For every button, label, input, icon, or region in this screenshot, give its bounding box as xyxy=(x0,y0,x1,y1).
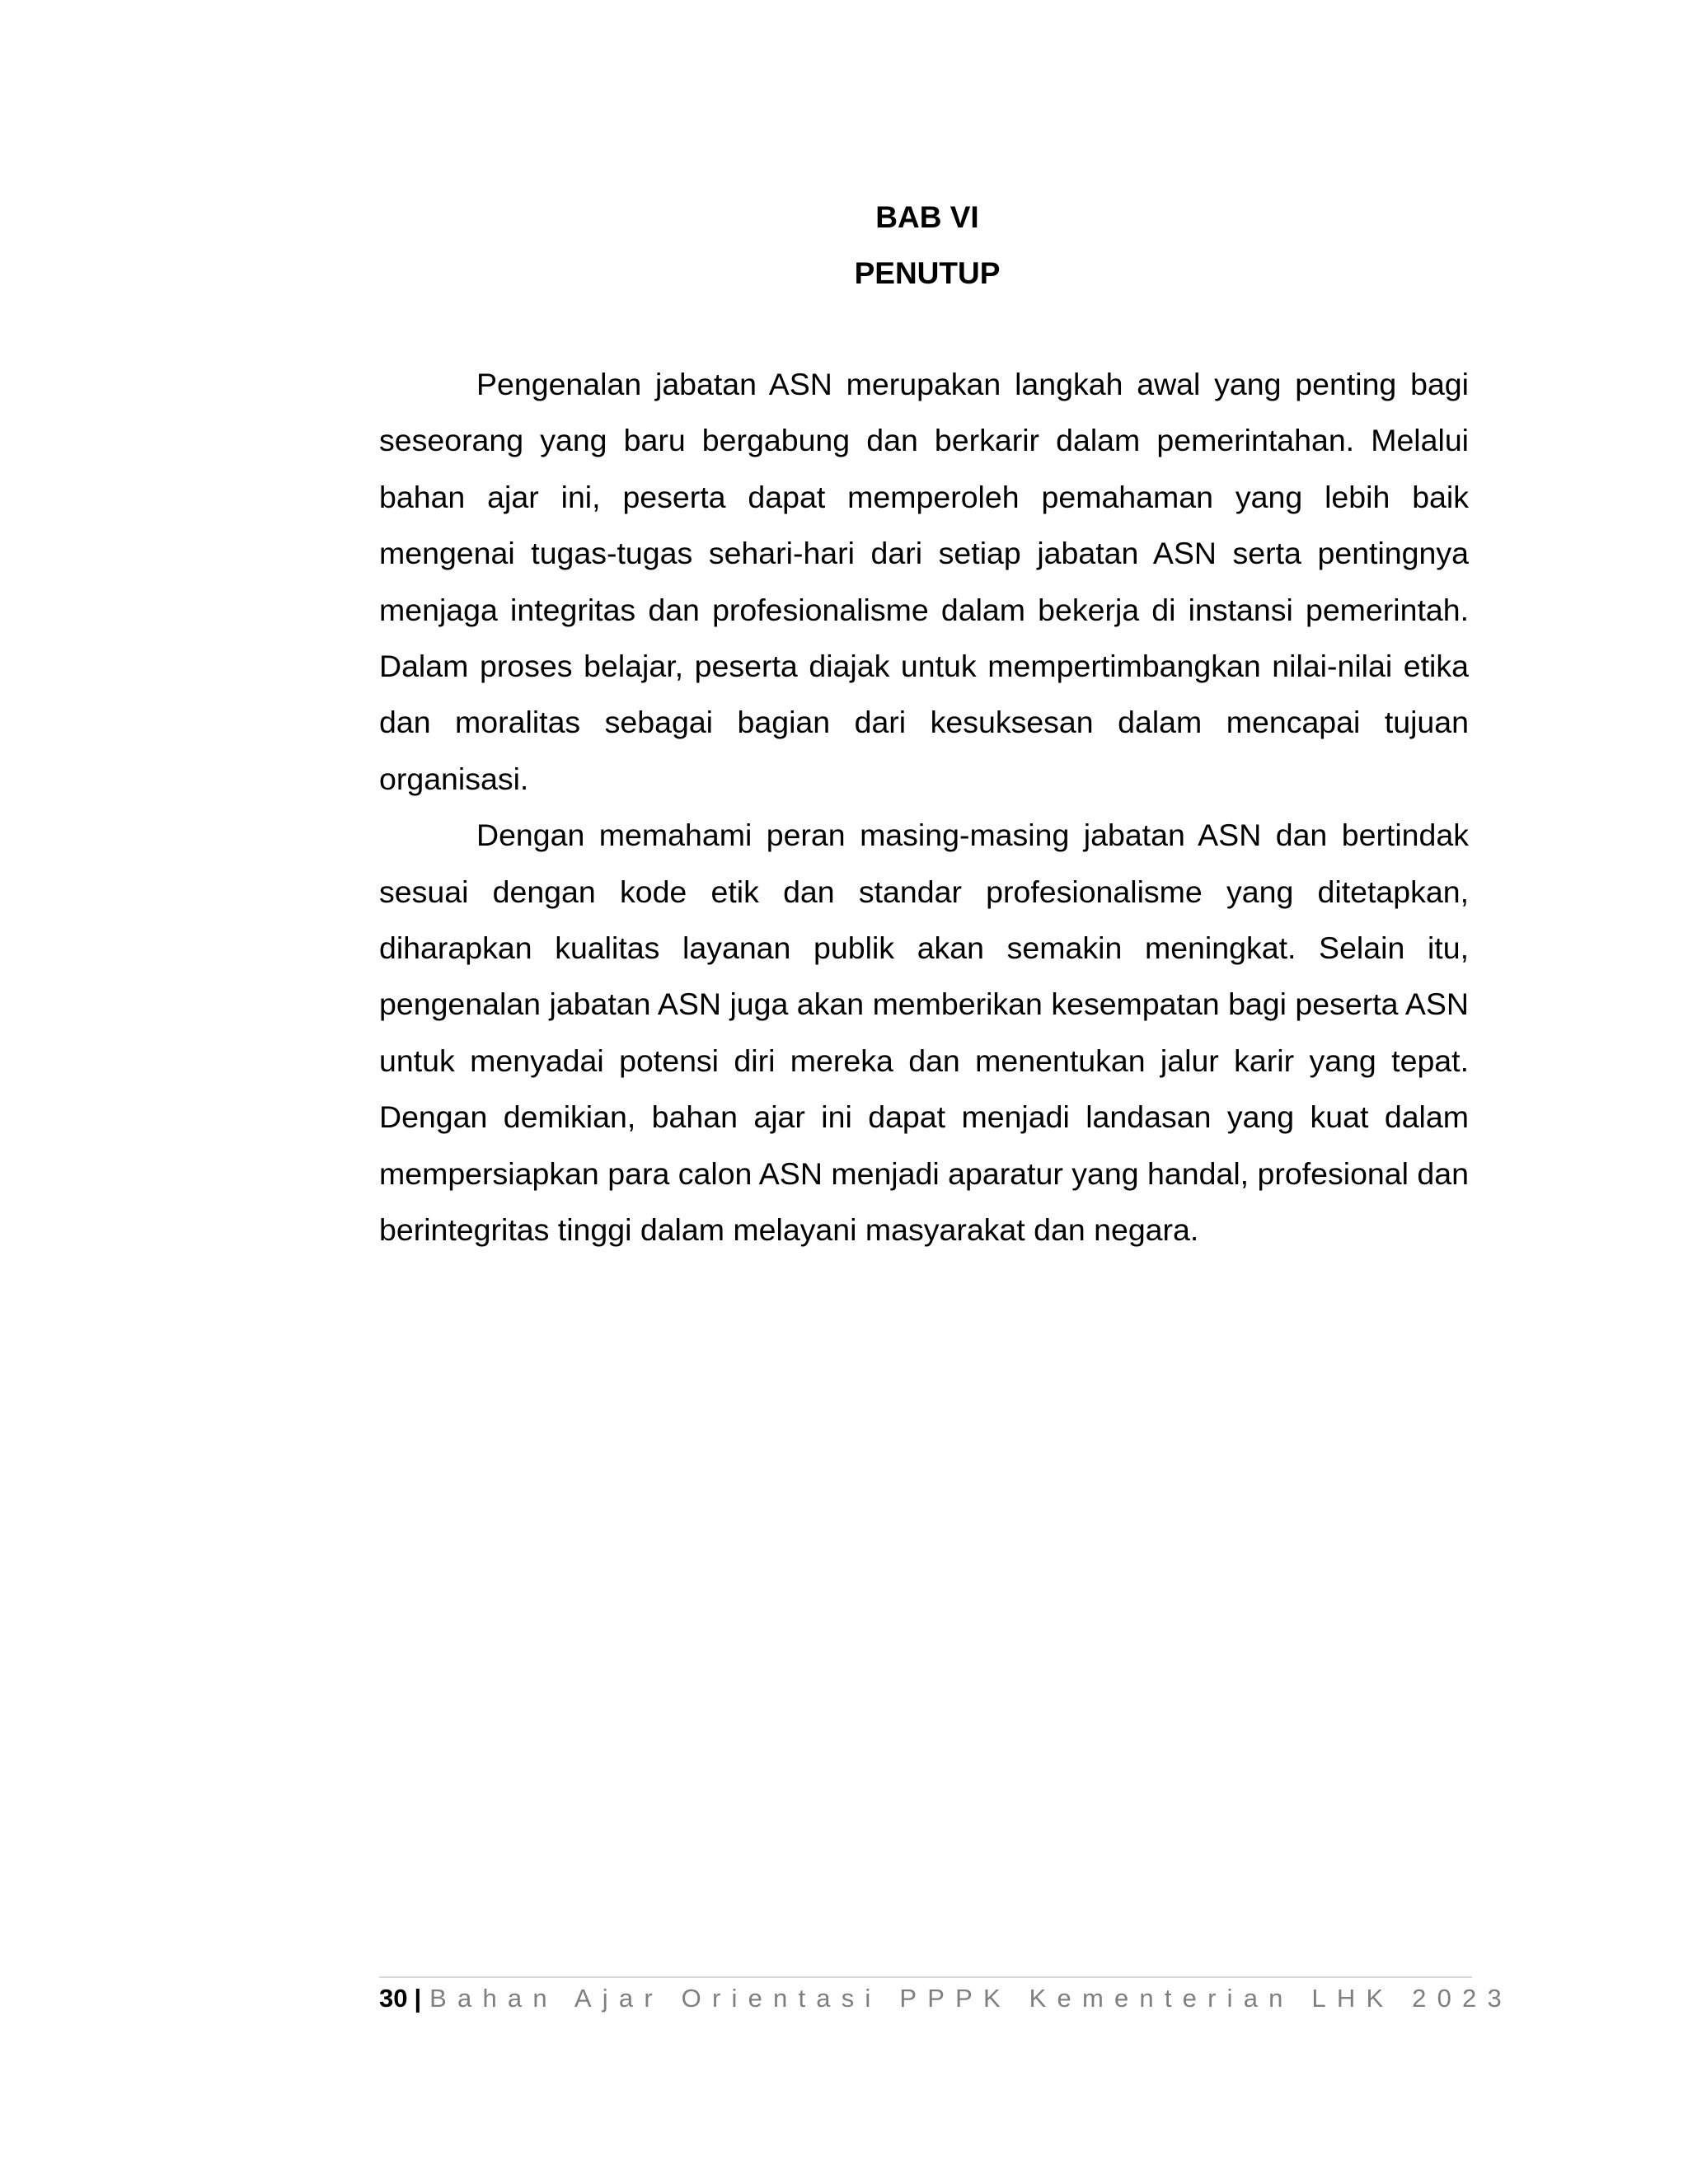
page-footer xyxy=(379,1980,1512,2017)
chapter-title: PENUTUP xyxy=(854,256,1001,290)
footer-title: Bahan Ajar Orientasi PPPK Kementerian LHK 2023 xyxy=(429,1984,1512,2013)
page-number: 30 xyxy=(379,1984,408,2013)
footer-separator: | xyxy=(414,1984,422,2013)
chapter-heading: BAB VI xyxy=(875,200,979,234)
paragraph-2: Dengan memahami peran masing-masing jabatan ASN dan bertindak sesuai dengan kode etik dan standar profesionalisme yang ditetapkan, diharapkan kualitas layanan publik akan semakin meningkat. Selain itu, pengenalan jabatan ASN juga akan memberikan kesempatan bagi peserta ASN untuk menyadai potensi diri mereka dan menentukan jalur karir yang tepat. Dengan demikian, bahan ajar ini dapat menjadi landasan yang kuat dalam mempersiapkan para calon ASN menjadi aparatur yang handal, profesional dan berintegritas tinggi dalam melayani masyarakat dan negara. xyxy=(379,818,1469,1248)
paragraph-1: Pengenalan jabatan ASN merupakan langkah awal yang penting bagi seseorang yang baru bergabung dan berkarir dalam pemerintahan. Melalui bahan ajar ini, peserta dapat memperoleh pemahaman yang lebih baik mengenai tugas-tugas sehari-hari dari setiap jabatan ASN serta pentingnya menjaga integritas dan profesionalisme dalam bekerja di instansi pemerintah. Dalam proses belajar, peserta diajak untuk mempertimbangkan nilai-nilai etika dan moralitas sebagai bagian dari kesuksesan dalam mencapai tujuan organisasi. xyxy=(379,367,1469,796)
body-text xyxy=(379,356,1469,1258)
footer-divider xyxy=(379,1976,1472,1978)
